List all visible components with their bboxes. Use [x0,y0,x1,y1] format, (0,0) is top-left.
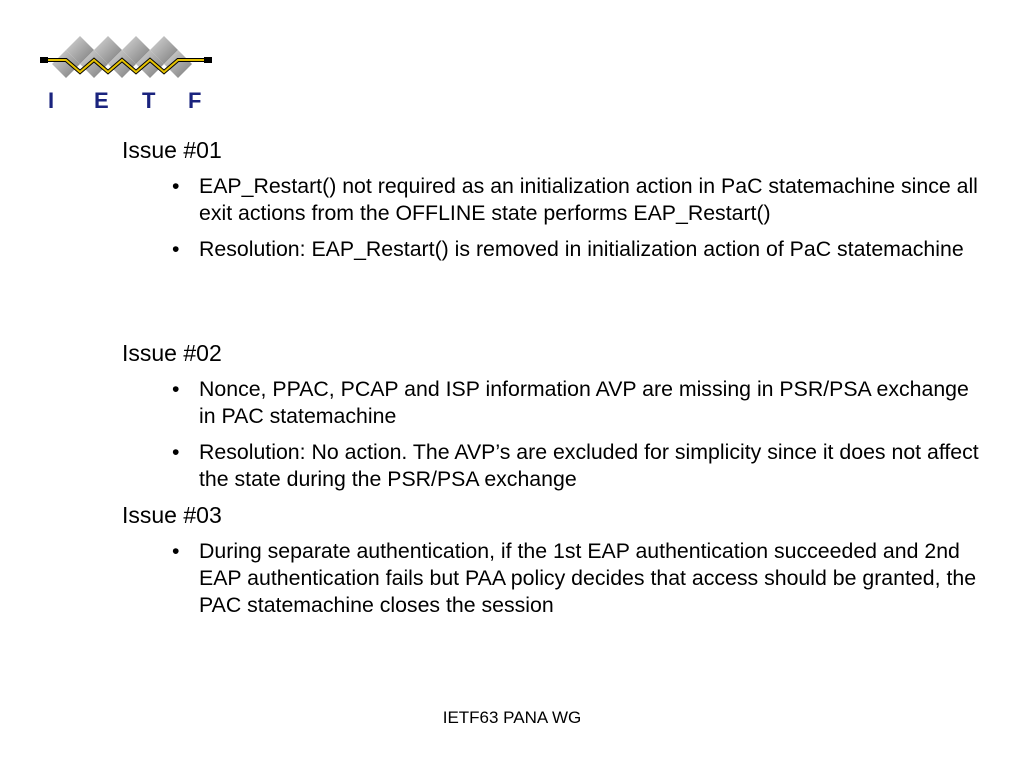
logo-letter-i: I [48,88,55,113]
issue-title: Issue #03 [122,502,222,528]
issue-bullet [122,173,979,227]
issue-bullet [122,538,979,619]
bullet-glyph: • [172,174,180,198]
issue-bullet [122,439,979,493]
issue-bullet-list [122,376,982,493]
issue-bullet-list [122,173,982,263]
issue-title: Issue #01 [122,137,222,163]
issue-02-section [122,339,982,493]
issue-bullet [122,376,979,430]
issue-01-section [122,136,982,263]
slide-footer: IETF63 PANA WG [442,708,582,727]
bullet-glyph: • [172,237,180,261]
bullet-text: Resolution: No action. The AVP’s are excluded for simplicity since it does not affect the state during the PSR/PSA exchange [199,440,979,491]
bullet-glyph: • [172,539,180,563]
issue-03-section [122,501,982,619]
bullet-text: Nonce, PPAC, PCAP and ISP information AVP are missing in PSR/PSA exchange in PAC statemachine [199,377,969,428]
logo-letter-f: F [188,88,202,113]
logo-letter-e: E [94,88,109,113]
logo-letter-t: T [142,88,156,113]
bullet-glyph: • [172,377,180,401]
issue-bullet [122,236,979,263]
bullet-text: Resolution: EAP_Restart() is removed in initialization action of PaC statemachine [199,237,964,261]
bullet-text: EAP_Restart() not required as an initialization action in PaC statemachine since all exit actions from the OFFLINE state performs EAP_Restart() [199,174,978,225]
issue-title: Issue #02 [122,340,222,366]
issue-bullet-list [122,538,982,619]
bullet-text: During separate authentication, if the 1st EAP authentication succeeded and 2nd EAP authentication fails but PAA policy decides that access should be granted, the PAC statemachine closes the session [199,539,977,617]
ietf-logo [38,32,218,114]
bullet-glyph: • [172,440,180,464]
